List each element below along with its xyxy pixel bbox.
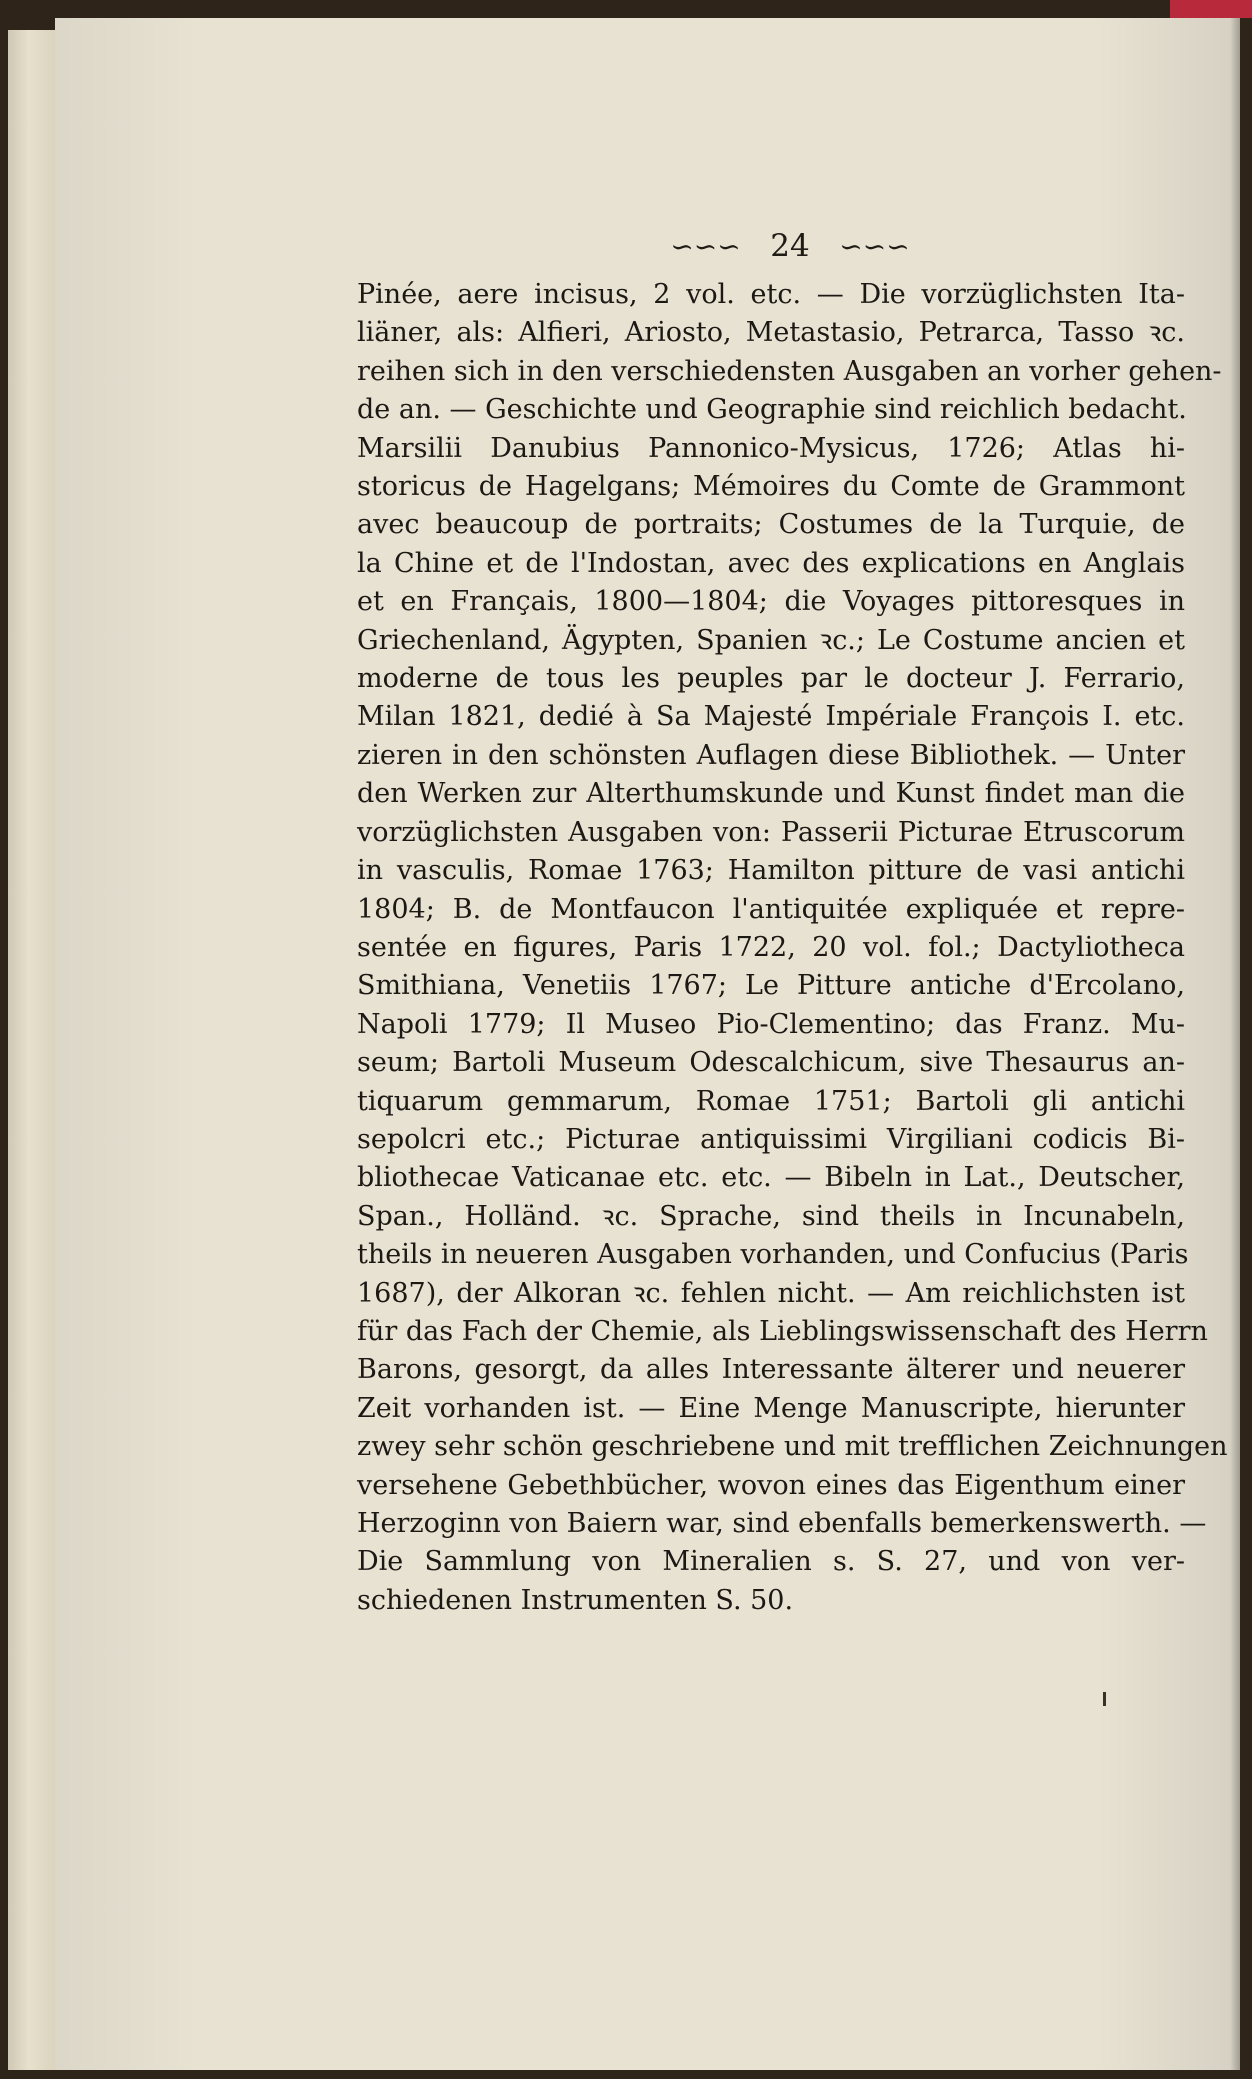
text-line: bliothecae Vaticanae etc. etc. — Bibeln in Lat., Deutscher, xyxy=(357,1162,1185,1194)
text-line: Die Sammlung von Mineralien s. S. 27, und von ver- xyxy=(357,1546,1185,1578)
ornament-left: ∽∽∽ xyxy=(670,230,741,263)
text-line: la Chine et de l'Indostan, avec des explications en Anglais xyxy=(357,547,1185,579)
text-line: Pinée, aere incisus, 2 vol. etc. — Die vorzüglichsten Ita- xyxy=(357,279,1185,310)
binding-edge xyxy=(1170,0,1252,18)
text-line: reihen sich in den verschiedensten Ausgaben an vorher gehen- xyxy=(357,355,1222,387)
text-line: de an. — Geschichte und Geographie sind reichlich bedacht. xyxy=(357,394,1187,426)
text-line: tiquarum gemmarum, Romae 1751; Bartoli gli antichi xyxy=(357,1085,1185,1117)
text-line: theils in neueren Ausgaben vorhanden, und Confucius (Paris xyxy=(357,1239,1189,1271)
text-line: Span., Holländ. ꝛc. Sprache, sind theils in Incunabeln, xyxy=(357,1200,1185,1232)
text-line: Zeit vorhanden ist. — Eine Menge Manuscripte, hierunter xyxy=(357,1392,1185,1424)
page-number: 24 xyxy=(770,228,810,264)
spine-shadow xyxy=(1230,18,1240,2070)
text-line: et en Français, 1800—1804; die Voyages pittoresques in xyxy=(357,586,1185,618)
text-line: Marsilii Danubius Pannonico-Mysicus, 1726; Atlas hi- xyxy=(357,432,1185,464)
text-line: vorzüglichsten Ausgaben von: Passerii Picturae Etruscorum xyxy=(357,816,1185,848)
text-line: in vasculis, Romae 1763; Hamilton pitture de vasi antichi xyxy=(357,855,1185,887)
text-line: den Werken zur Alterthumskunde und Kunst findet man die xyxy=(357,778,1185,810)
text-line: Napoli 1779; Il Museo Pio-Clementino; das Franz. Mu- xyxy=(357,1008,1185,1040)
text-line: zieren in den schönsten Auflagen diese Bibliothek. — Unter xyxy=(357,739,1185,771)
text-line: Smithiana, Venetiis 1767; Le Pitture antiche d'Ercolano, xyxy=(357,970,1185,1002)
text-line: sentée en figures, Paris 1722, 20 vol. fol.; Dactyliotheca xyxy=(357,931,1185,963)
text-line: storicus de Hagelgans; Mémoires du Comte de Grammont xyxy=(357,471,1185,503)
text-line: seum; Bartoli Museum Odescalchicum, sive Thesaurus an- xyxy=(357,1047,1185,1079)
text-line: sepolcri etc.; Picturae antiquissimi Virgiliani codicis Bi- xyxy=(357,1123,1185,1155)
print-speck xyxy=(1103,1692,1106,1706)
text-line: Barons, gesorgt, da alles Interessante älterer und neuerer xyxy=(357,1354,1185,1386)
text-line: avec beaucoup de portraits; Costumes de la Turquie, de xyxy=(357,509,1185,541)
text-line: versehene Gebethbücher, wovon eines das Eigenthum einer xyxy=(357,1469,1185,1501)
body-text xyxy=(357,276,1228,1620)
text-line: Griechenland, Ägypten, Spanien ꝛc.; Le Costume ancien et xyxy=(357,624,1185,656)
text-line: 1804; B. de Montfaucon l'antiquitée expliquée et repre- xyxy=(357,893,1185,925)
text-line: liäner, als: Alfieri, Ariosto, Metastasio, Petrarca, Tasso ꝛc. xyxy=(357,317,1185,349)
text-line: zwey sehr schön geschriebene und mit trefflichen Zeichnungen xyxy=(357,1431,1228,1463)
text-line: moderne de tous les peuples par le docteur J. Ferrario, xyxy=(357,663,1185,695)
text-line: für das Fach der Chemie, als Lieblingswissenschaft des Herrn xyxy=(357,1315,1208,1347)
ornament-right: ∽∽∽ xyxy=(839,230,910,263)
text-line: 1687), der Alkoran ꝛc. fehlen nicht. — Am reichlichsten ist xyxy=(357,1277,1185,1309)
text-line: Milan 1821, dedié à Sa Majesté Impériale François I. etc. xyxy=(357,701,1185,733)
text-line: Herzoginn von Baiern war, sind ebenfalls bemerkenswerth. — xyxy=(357,1508,1207,1539)
page-header xyxy=(640,228,940,268)
page-stack-edge xyxy=(8,30,60,2070)
text-line: schiedenen Instrumenten S. 50. xyxy=(357,1584,794,1616)
